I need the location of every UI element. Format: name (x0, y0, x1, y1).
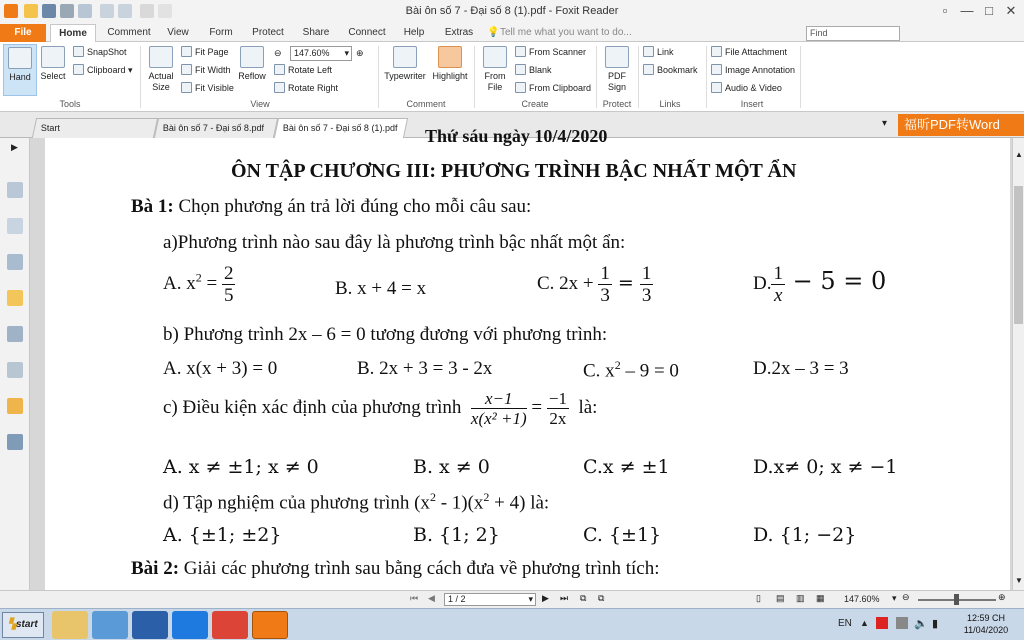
fraction: $\frac{1}{3}$ (600, 263, 610, 306)
fit-visible-button[interactable]: Fit Visible (181, 80, 234, 96)
qb-option-c: C. $x^2 - 9 = 0$ (583, 358, 679, 382)
fraction: $\frac{1}{x}$ (773, 263, 783, 306)
file-attachment-button[interactable]: File Attachment (711, 44, 787, 60)
tools-icon[interactable] (7, 434, 23, 450)
bai1-text: Chọn phương án trả lời đúng cho mỗi câu sau: (178, 196, 532, 217)
fit-width-button[interactable]: Fit Width (181, 62, 231, 78)
last-page-icon[interactable]: ⏭ (560, 593, 569, 603)
attachments-icon[interactable] (7, 326, 23, 342)
convert-to-word-button[interactable]: 福昕PDF转Word (898, 114, 1024, 136)
zoom-out-icon[interactable]: ⊖ (902, 592, 910, 602)
bai1-line (131, 196, 531, 218)
first-page-icon[interactable]: ⏮ (410, 593, 419, 603)
comments-icon[interactable] (7, 290, 23, 306)
previous-page-icon[interactable]: ◀ (428, 593, 435, 603)
ribbon (0, 42, 1024, 112)
from-clipboard-button[interactable]: From Clipboard (515, 80, 591, 96)
chrome-icon[interactable] (212, 611, 248, 639)
status-bar (0, 590, 1024, 608)
zoom-in-icon[interactable]: ⊕ (998, 592, 1006, 602)
reflow-button[interactable]: Reflow (235, 44, 269, 96)
qa-option-d: D. $\frac{1}{x}$ − 5 = 0 (753, 263, 887, 306)
audio-video-button[interactable]: Audio & Video (711, 80, 782, 96)
menu-bar (0, 24, 1024, 42)
zoom-out-button[interactable] (274, 45, 282, 61)
zoom-dropdown-icon[interactable]: ▾ (892, 593, 897, 603)
hand-tool-button[interactable] (3, 44, 37, 96)
date-line: Thứ sáu ngày 10/4/2020 (425, 126, 608, 146)
from-scanner-button[interactable]: From Scanner (515, 44, 586, 60)
tell-me-input[interactable]: Tell me what you want to do... (500, 27, 632, 38)
bai2-line (131, 558, 660, 580)
scroll-up-icon[interactable]: ▲ (1015, 150, 1023, 159)
tab-comment[interactable]: Comment (107, 27, 151, 38)
actual-size-icon (149, 46, 173, 68)
title-bar (0, 0, 1024, 24)
page-heading: ÔN TẬP CHƯƠNG III: PHƯƠNG TRÌNH BẬC NHẤT MỘT ẨN (231, 160, 797, 182)
divider (140, 46, 141, 108)
antivirus-icon[interactable] (876, 617, 888, 629)
expand-panel-icon[interactable]: ▶ (11, 142, 18, 152)
system-clock[interactable] (952, 612, 1020, 636)
tab-document-2[interactable]: Bài ôn số 7 - Đại số 8 (1).pdf (274, 118, 408, 138)
facing-icon[interactable]: ▥ (796, 593, 805, 603)
continuous-icon[interactable]: ▤ (776, 593, 785, 603)
fraction: $\frac{-1}{2x}$ (548, 389, 567, 428)
image-icon (711, 64, 722, 75)
divider (474, 46, 475, 108)
protect-group-label: Protect (602, 99, 632, 109)
file-explorer-icon[interactable] (52, 611, 88, 639)
fit-page-button[interactable]: Fit Page (181, 44, 229, 60)
tab-view[interactable]: View (167, 27, 189, 38)
select-cursor-icon (41, 46, 65, 68)
clipboard-icon (515, 82, 526, 93)
qd-option-a: A. {±1; ±2} (163, 524, 282, 546)
link-button[interactable]: Link (643, 44, 674, 60)
signatures-icon[interactable] (7, 362, 23, 378)
chevron-down-icon: ▾ (528, 594, 533, 604)
qb-option-b: B. 2x + 3 = 3 - 2x (357, 358, 493, 379)
file-menu[interactable]: File (0, 24, 46, 42)
select-tool-button[interactable] (38, 44, 68, 96)
highlight-button[interactable]: Highlight (430, 44, 470, 96)
links-group-label: Links (659, 99, 681, 109)
security-lock-icon[interactable] (7, 398, 23, 414)
tab-share[interactable]: Share (302, 27, 330, 38)
scroll-down-icon[interactable]: ▼ (1015, 576, 1023, 585)
tab-document-1[interactable]: Bài ôn số 7 - Đại số 8.pdf (154, 118, 278, 138)
rotate-right-icon (274, 82, 285, 93)
rotate-left-button[interactable]: Rotate Left (274, 62, 332, 78)
find-input[interactable]: Find (806, 26, 900, 41)
window-title: Bài ôn số 7 - Đại số 8 (1).pdf - Foxit Reader (405, 5, 619, 17)
fraction: $\frac{2}{5}$ (223, 263, 234, 306)
camera-icon (73, 46, 84, 57)
scanner-icon (515, 46, 526, 57)
tray-expand-icon[interactable]: ▲ (860, 618, 869, 628)
fraction: $\frac{x-1}{\text{x(x² +1)}}$ (470, 389, 527, 428)
select-label: Select (40, 71, 66, 81)
zalo-icon[interactable] (172, 611, 208, 639)
bai1-label: Bà 1: (131, 196, 174, 217)
clock-time: 12:59 CH (966, 613, 1006, 623)
hand-label: Hand (9, 72, 31, 82)
close-button[interactable]: ✕ (1005, 3, 1017, 18)
foxit-reader-icon[interactable] (252, 611, 288, 639)
next-view-icon[interactable]: ⧉ (598, 593, 605, 603)
view-group-label: View (250, 99, 270, 109)
divider (706, 46, 707, 108)
zoom-in-button[interactable] (356, 45, 364, 61)
network-icon[interactable] (896, 617, 908, 629)
qb-option-a: A. x(x + 3) = 0 (163, 358, 278, 379)
scrollbar-thumb[interactable] (1014, 186, 1023, 324)
bookmark-button[interactable]: Bookmark (643, 62, 698, 78)
clipboard-icon (73, 64, 84, 75)
qd-option-b: B. {1; 2} (413, 524, 500, 546)
bai2-text: Giải các phương trình sau bằng cách đưa về phương trình tích: (183, 558, 660, 579)
divider (638, 46, 639, 108)
restore-ribbon-button[interactable]: ▫ (942, 3, 948, 18)
blank-button[interactable]: Blank (515, 62, 552, 78)
tab-home[interactable]: Home (50, 24, 96, 43)
film-icon (711, 82, 722, 93)
page-number-input[interactable]: 1 / 2 ▾ (444, 593, 536, 606)
bookmarks-icon[interactable] (7, 182, 23, 198)
qc-option-d: D.x≠ 0; x ≠ −1 (753, 456, 898, 478)
snapshot-button[interactable]: SnapShot (73, 44, 127, 60)
pdf-sign-button[interactable]: PDF Sign (600, 44, 634, 96)
comment-group-label: Comment (406, 99, 446, 109)
fit-page-icon (181, 46, 192, 57)
language-indicator[interactable]: EN (838, 618, 852, 629)
bai2-label: Bài 2: (131, 558, 180, 579)
fit-width-icon (181, 64, 192, 75)
question-d: d) Tập nghiệm của phương trình $(x^2 - 1)(x^2 + 4)$ là: (163, 490, 550, 514)
vertical-scrollbar[interactable] (1012, 138, 1024, 590)
start-button[interactable]: ▚start (2, 612, 44, 638)
tools-group-label: Tools (59, 99, 81, 109)
lightbulb-icon: 💡 (487, 27, 500, 38)
from-file-button[interactable]: From File (478, 44, 512, 96)
internet-explorer-icon[interactable] (92, 611, 128, 639)
divider (378, 46, 379, 108)
hand-icon (8, 47, 32, 69)
qa-option-a: A. $x^2$ = $\frac{2}{5}$ (163, 263, 234, 306)
bookmark-icon (643, 64, 654, 75)
zoom-input[interactable]: 147.60% ▾ (290, 46, 352, 61)
create-group-label: Create (521, 99, 549, 109)
previous-view-icon[interactable]: ⧉ (580, 593, 587, 603)
qc-option-b: B. x ≠ 0 (413, 456, 490, 478)
actual-size-button[interactable]: Actual Size (144, 44, 178, 96)
insert-group-label: Insert (740, 99, 764, 109)
continuous-facing-icon[interactable]: ▦ (816, 593, 825, 603)
layers-icon[interactable] (7, 254, 23, 270)
navigation-panel (0, 138, 30, 590)
fit-visible-icon (181, 82, 192, 93)
qc-option-a: A. x ≠ ±1; x ≠ 0 (163, 456, 319, 478)
paperclip-icon (711, 46, 722, 57)
pen-sign-icon (605, 46, 629, 68)
blank-page-icon (515, 64, 526, 75)
clock-date: 11/04/2020 (963, 625, 1009, 635)
tab-help[interactable]: Help (403, 27, 425, 38)
signal-icon[interactable]: ▮ (932, 618, 939, 630)
qd-option-d: D. {1; −2} (753, 524, 857, 546)
clipboard-button[interactable]: Clipboard ▾ (73, 62, 133, 78)
zoom-slider-handle[interactable] (954, 594, 959, 605)
qb-option-d: D.2x – 3 = 3 (753, 358, 849, 379)
question-a: a)Phương trình nào sau đây là phương trình bậc nhất một ẩn: (163, 232, 626, 253)
tab-connect[interactable]: Connect (348, 27, 386, 38)
volume-icon[interactable]: 🔈 (914, 618, 928, 630)
dropdown-arrow-icon[interactable]: ▾ (882, 118, 888, 129)
zoom-in-icon: ⊕ (356, 48, 364, 58)
qa-option-c: C. 2x + $\frac{1}{3}$ = $\frac{1}{3}$ (537, 263, 652, 306)
windows-taskbar (0, 608, 1024, 640)
divider (800, 46, 801, 108)
windows-logo-icon: ▚ (8, 619, 16, 630)
link-icon (643, 46, 654, 57)
tab-extras[interactable]: Extras (444, 27, 474, 38)
rotate-right-button[interactable]: Rotate Right (274, 80, 338, 96)
fraction: $\frac{1}{3}$ (641, 263, 652, 306)
question-c: c) Điều kiện xác định của phương trình $\frac{x-1}{\text{x(x² +1)}}$ = $\frac{-1}{2x}$ là: (163, 389, 598, 428)
image-annotation-button[interactable]: Image Annotation (711, 62, 795, 78)
tab-protect[interactable]: Protect (252, 27, 284, 38)
rotate-left-icon (274, 64, 285, 75)
qa-option-b: B. x + 4 = x (335, 278, 427, 299)
qc-option-c: C.x ≠ ±1 (583, 456, 670, 478)
question-b: b) Phương trình 2x – 6 = 0 tương đương với phương trình: (163, 324, 608, 345)
maximize-button[interactable]: □ (985, 3, 993, 18)
qd-option-c: C. {±1} (583, 524, 662, 546)
next-page-icon[interactable]: ▶ (542, 593, 549, 603)
pages-icon[interactable] (7, 218, 23, 234)
chevron-down-icon: ▾ (344, 48, 349, 58)
typewriter-button[interactable]: Typewriter (382, 44, 428, 96)
from-file-icon (483, 46, 507, 68)
tab-start[interactable]: Start (32, 118, 158, 138)
tab-form[interactable]: Form (209, 27, 233, 38)
zoom-out-icon: ⊖ (274, 48, 282, 58)
word-icon[interactable] (132, 611, 168, 639)
reflow-icon (240, 46, 264, 68)
typewriter-icon (393, 46, 417, 68)
zoom-level[interactable]: 147.60% (844, 594, 880, 604)
minimize-button[interactable]: — (960, 3, 974, 18)
highlight-icon (438, 46, 462, 68)
single-page-icon[interactable]: ▯ (756, 593, 761, 603)
